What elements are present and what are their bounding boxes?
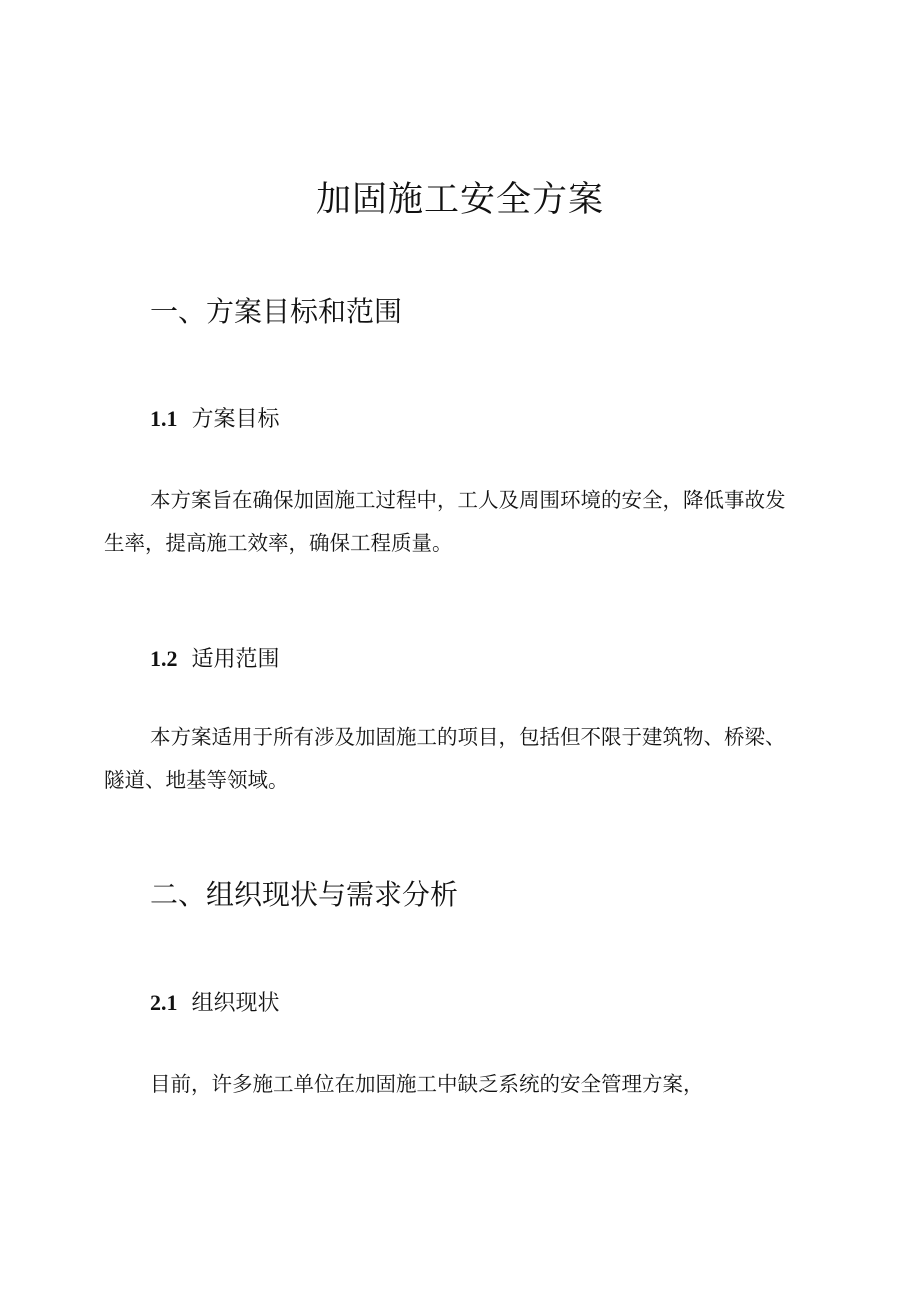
subsection-title: 适用范围: [191, 647, 280, 672]
subsection-number: 1.1: [150, 406, 178, 431]
subsection-number: 1.2: [150, 646, 178, 671]
subsection-heading-2-1: [150, 987, 280, 1020]
subsection-title: 方案目标: [191, 407, 280, 432]
section-heading-1: 一、方案目标和范围: [150, 295, 403, 328]
paragraph-1-1: 本方案旨在确保加固施工过程中，工人及周围环境的安全，降低事故发生率，提高施工效率，确保工程质量。: [104, 488, 786, 555]
subsection-heading-1-1: [150, 403, 280, 436]
subsection-number: 2.1: [150, 990, 178, 1015]
document-title: 加固施工安全方案: [315, 180, 604, 220]
section-heading-2: 二、组织现状与需求分析: [150, 878, 459, 911]
paragraph-2-1: 目前，许多施工单位在加固施工中缺乏系统的安全管理方案，: [150, 1072, 704, 1096]
subsection-title: 组织现状: [191, 991, 280, 1016]
subsection-heading-1-2: [150, 643, 280, 676]
paragraph-1-2: 本方案适用于所有涉及加固施工的项目，包括但不限于建筑物、桥梁、隧道、地基等领域。: [104, 725, 786, 792]
